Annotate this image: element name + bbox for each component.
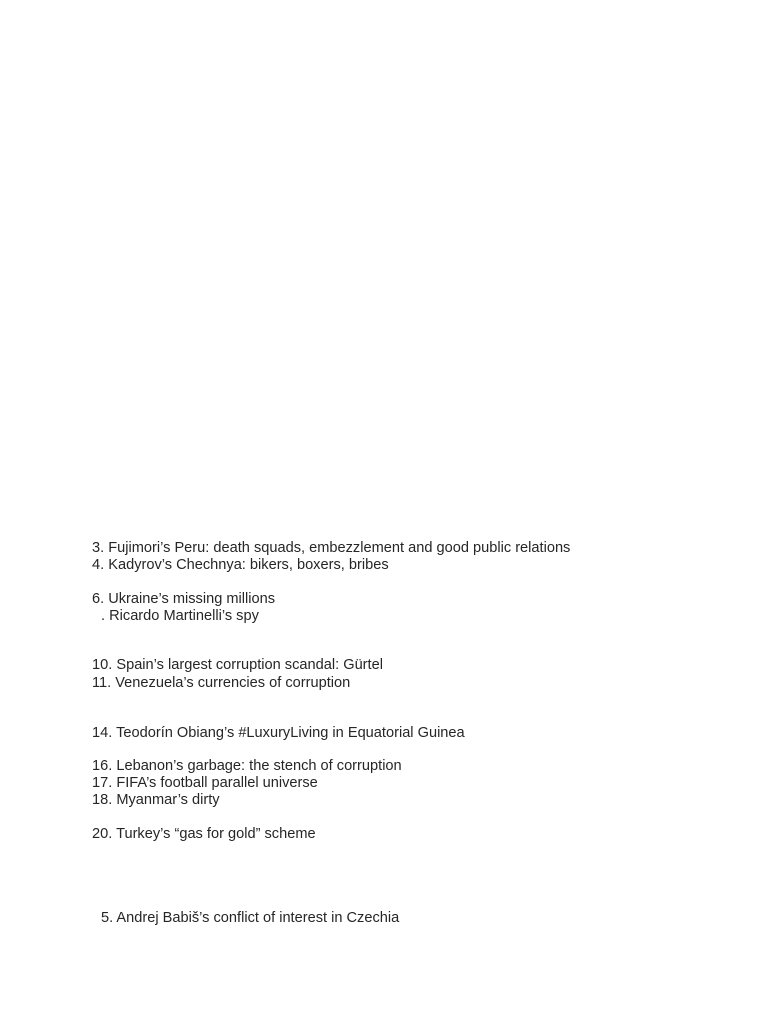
list-item-10: 10. Spain’s largest corruption scandal: Gürtel [92, 657, 383, 673]
list-item-5: 5. Andrej Babiš’s conflict of interest in Czechia [101, 910, 400, 926]
list-item-16: 16. Lebanon’s garbage: the stench of corruption [92, 758, 402, 774]
list-item-18: 18. Myanmar’s dirty [92, 792, 220, 808]
list-item-14: 14. Teodorín Obiang’s #LuxuryLiving in Equatorial Guinea [92, 725, 465, 741]
list-item-17: 17. FIFA’s football parallel universe [92, 775, 318, 791]
list-item-20: 20. Turkey’s “gas for gold” scheme [92, 826, 316, 842]
list-item-4: 4. Kadyrov’s Chechnya: bikers, boxers, bribes [92, 557, 389, 573]
list-item-3: 3. Fujimori’s Peru: death squads, embezzlement and good public relations [92, 540, 571, 556]
list-item-11: 11. Venezuela’s currencies of corruption [92, 675, 351, 691]
list-item-unnumbered: . Ricardo Martinelli’s spy [101, 608, 259, 624]
list-item-6: 6. Ukraine’s missing millions [92, 591, 276, 607]
